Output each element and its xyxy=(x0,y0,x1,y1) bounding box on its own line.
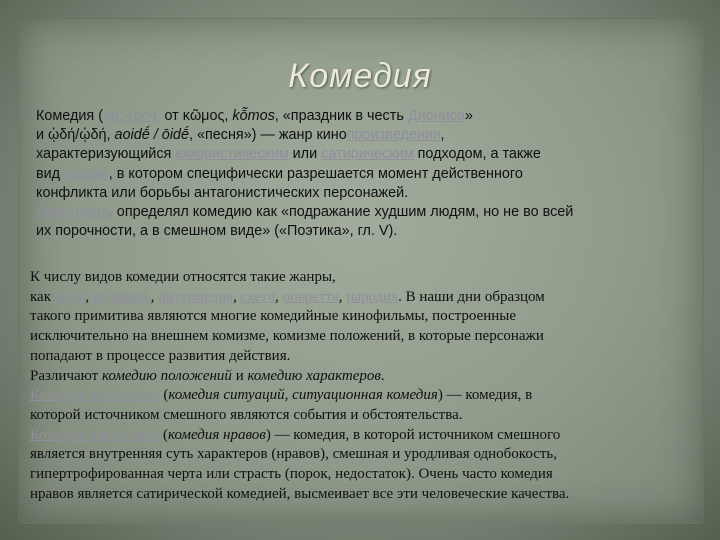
body-line xyxy=(30,367,700,387)
body-line: К числу видов комедии относятся такие жанры, xyxy=(30,269,336,285)
link-satirical[interactable]: сатирическим xyxy=(321,146,414,163)
text: , xyxy=(150,288,159,305)
link-operetta[interactable]: оперетта xyxy=(282,288,339,305)
link-farce[interactable]: фарс xyxy=(54,288,86,305)
intro-line: их порочности, а в смешном виде» («Поэтика», гл. V). xyxy=(36,223,398,240)
body-line: нравов является сатирической комедией, высмеивает все эти человеческие качества. xyxy=(30,485,570,502)
intro-line xyxy=(36,107,696,126)
intro-line xyxy=(36,165,696,184)
text: . В наши дни образцом xyxy=(398,288,545,305)
text: комедию характеров xyxy=(247,367,381,384)
link-drama[interactable]: драмы xyxy=(64,165,109,182)
text: ( xyxy=(159,426,168,443)
link-interlude[interactable]: интермедия xyxy=(158,288,234,305)
text: Комедия ( xyxy=(36,108,103,124)
text: подходом, а также xyxy=(413,146,541,163)
text: , xyxy=(233,288,241,305)
text: , «праздник в честь xyxy=(274,108,408,124)
intro-line xyxy=(36,203,696,222)
link-sketch[interactable]: скетч xyxy=(240,288,275,305)
text: , xyxy=(275,288,283,305)
text: ( xyxy=(159,387,169,404)
body-line xyxy=(30,386,700,406)
body-line: является внутренняя суть характеров (нравов), смешная и уродливая однобокость, xyxy=(30,446,558,463)
link-ancient-greek[interactable]: др.-греч. xyxy=(103,108,161,124)
text: , xyxy=(338,288,347,305)
link-dionysus[interactable]: Диониса xyxy=(407,108,465,124)
body-line: такого примитива являются многие комедийные кинофильмы, построенные xyxy=(30,308,517,325)
text: » xyxy=(464,108,473,124)
text: характеризующийся xyxy=(36,146,176,163)
text: или xyxy=(288,146,322,163)
text: от κῶμος, xyxy=(160,108,233,124)
link-humorous[interactable]: юмористическим xyxy=(175,146,289,163)
text: kō̃mos xyxy=(232,108,275,124)
link-works[interactable]: произведения xyxy=(346,127,441,144)
intro-line xyxy=(36,126,696,145)
text: комедию положений xyxy=(101,367,232,384)
text: , xyxy=(85,288,93,305)
intro-line: конфликта или борьбы антагонистических персонажей. xyxy=(36,184,409,201)
text: aoidḗ / ōidḗ xyxy=(114,127,189,144)
text: и xyxy=(231,367,248,384)
text: . xyxy=(380,367,385,384)
body-line: попадают в процессе развития действия. xyxy=(30,347,291,364)
intro-line xyxy=(36,145,696,164)
link-vaudeville[interactable]: водевиль xyxy=(92,288,151,305)
link-aristotle[interactable]: Аристотель xyxy=(36,204,113,221)
text: ) — комедия, в которой источником смешного xyxy=(265,426,561,443)
text: ) — комедия, в xyxy=(437,387,533,404)
text: комедия ситуаций, ситуационная комедия xyxy=(168,387,438,404)
link-parody[interactable]: пародия xyxy=(346,288,399,305)
text: , xyxy=(440,127,445,144)
text: и ᾠδή/ᾠδή, xyxy=(36,127,115,144)
text: определял комедию как «подражание худшим людям, но не во всей xyxy=(112,204,574,221)
text: комедия нравов xyxy=(168,426,266,443)
text: Различают xyxy=(30,367,102,384)
body-line xyxy=(30,426,700,446)
body-line: которой источником смешного являются события и обстоятельства. xyxy=(30,406,463,423)
link-situation-comedy[interactable]: Комедия положений xyxy=(30,387,160,404)
intro-paragraph xyxy=(36,107,696,241)
body-line: гипертрофированная черта или страсть (порок, недостаток). Очень часто комедия xyxy=(30,466,553,483)
body-line xyxy=(30,288,700,308)
link-character-comedy[interactable]: Комедия характеров xyxy=(30,426,160,443)
text: как xyxy=(30,288,55,305)
text: вид xyxy=(36,165,65,182)
body-paragraph xyxy=(30,268,700,504)
body-line: исключительно на внешнем комизме, комизме положений, в которые персонажи xyxy=(30,328,544,345)
text: , «песня») — жанр кино xyxy=(188,127,347,144)
slide-title: Комедия xyxy=(288,57,432,95)
text: , в котором специфически разрешается момент действенного xyxy=(108,165,523,182)
